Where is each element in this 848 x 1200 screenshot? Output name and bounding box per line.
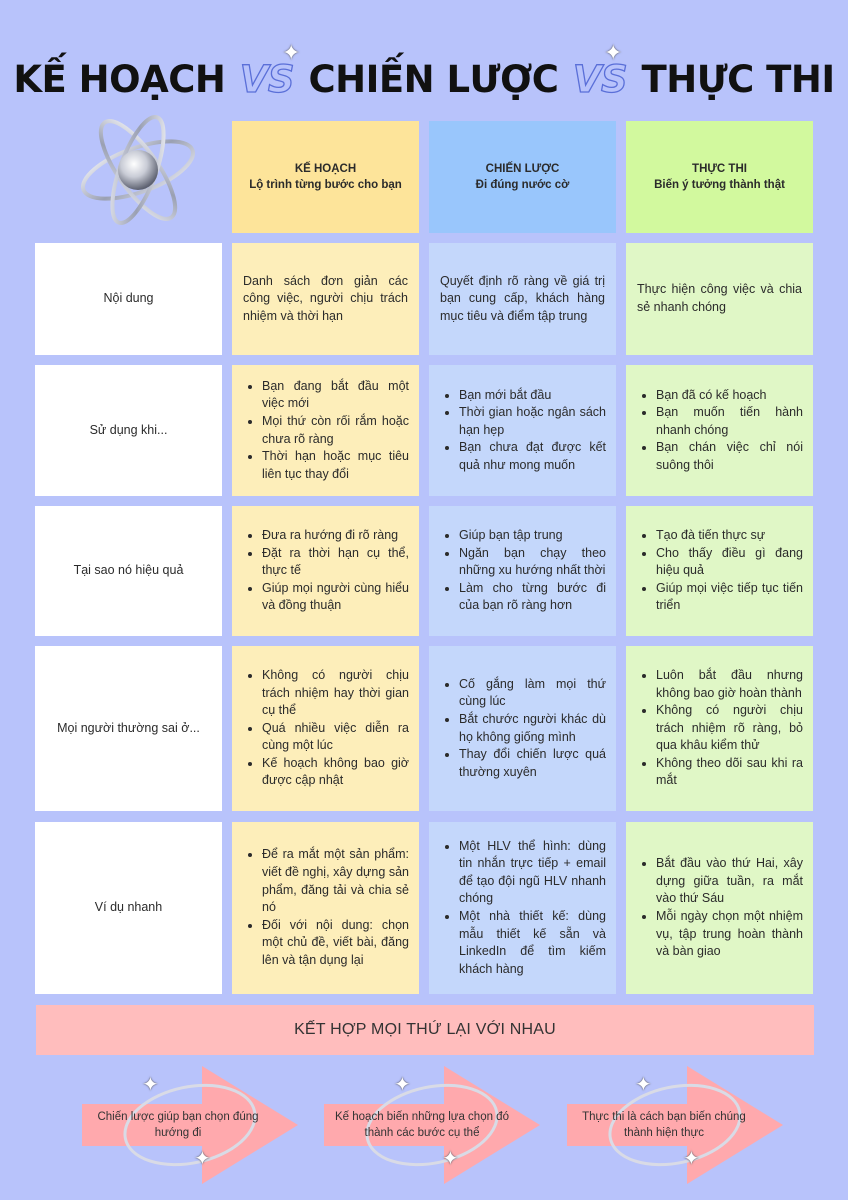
header-strategy [429,121,616,233]
row-label-content [35,243,222,355]
header-execution-subtitle: Biến ý tưởng thành thật [654,179,785,191]
row-label-use-when [35,365,222,496]
row-label-text: Nội dung [103,291,154,306]
list-item: • Bạn đã có kế hoạch [656,387,803,405]
sparkle-icon: ✦ [194,1148,211,1170]
row-label-text: Mọi người thường sai ở... [57,720,200,735]
sparkle-icon: ✦ [604,40,623,65]
sparkle-icon: ✦ [683,1148,700,1170]
cell-plan-examples [232,822,419,994]
list-item: • Mọi thứ còn rối rắm hoặc chưa rõ ràng [262,413,409,448]
list-item: • Một HLV thể hình: dùng tin nhắn trực tiếp + email để tạo đội ngũ HLV nhanh chóng [459,838,606,908]
cell-strategy-use-when [429,365,616,496]
step-text: Thực thi là cách bạn biến chúng thành hiện thực [582,1111,746,1139]
title-strategy: CHIẾN LƯỢC [308,58,559,101]
list-item: • Quá nhiều việc diễn ra cùng một lúc [262,720,409,755]
cell-text: Danh sách đơn giản các công việc, người chịu trách nhiệm và thời hạn [243,273,408,323]
cell-text: Thực hiện công việc và chia sẻ nhanh chóng [637,282,802,314]
step-arrow-plan [324,1066,540,1184]
list-item: • Bạn chưa đạt được kết quả như mong muốn [459,439,606,474]
list-item: • Thời hạn hoặc mục tiêu liên tục thay đổi [262,448,409,483]
row-label-examples [35,822,222,994]
step-text: Chiến lược giúp bạn chọn đúng hướng đi [97,1111,259,1139]
list-item: • Bạn đang bắt đầu một việc mới [262,378,409,413]
list-item: • Thay đổi chiến lược quá thường xuyên [459,746,606,781]
atom-icon [76,108,200,232]
list-item: • Cho thấy điều gì đang hiệu quả [656,545,803,580]
list-item: • Không có người chịu trách nhiệm rõ ràng, bỏ qua khâu kiểm thử [656,702,803,755]
cell-strategy-why [429,506,616,636]
header-strategy-title: CHIẾN LƯỢC [485,163,560,175]
step-text: Kế hoạch biến những lựa chọn đó thành các bước cụ thể [335,1111,509,1139]
header-strategy-subtitle: Đi đúng nước cờ [475,179,570,191]
cell-plan-mistakes [232,646,419,811]
step-arrow-execution [567,1066,783,1184]
list-item: • Không theo dõi sau khi ra mắt [656,755,803,790]
step-arrow-strategy [82,1066,298,1184]
list-item: • Bắt chước người khác dù họ không giống mình [459,711,606,746]
list-item: • Đối với nội dung: chọn một chủ đề, viết bài, đăng lên và tận dụng lại [262,917,409,970]
cell-execution-why [626,506,813,636]
row-label-text: Tại sao nó hiệu quả [73,563,184,578]
cell-strategy-examples [429,822,616,994]
combine-title: KẾT HỢP MỌI THỨ LẠI VỚI NHAU [294,1021,556,1038]
list-item: • Luôn bắt đầu nhưng không bao giờ hoàn thành [656,667,803,702]
list-item: • Bạn chán việc chỉ nói suông thôi [656,439,803,474]
list-item: • Kế hoạch không bao giờ được cập nhật [262,755,409,790]
list-item: • Bạn mới bắt đầu [459,387,606,405]
row-label-mistakes [35,646,222,811]
list-item: • Mỗi ngày chọn một nhiệm vụ, tập trung hoàn thành và bàn giao [656,908,803,961]
title-plan: KẾ HOẠCH [13,58,226,101]
cell-plan-content [232,243,419,355]
header-plan-subtitle: Lộ trình từng bước cho bạn [249,179,402,191]
list-item: • Ngăn bạn chạy theo những xu hướng nhất thời [459,545,606,580]
cell-execution-use-when [626,365,813,496]
cell-strategy-mistakes [429,646,616,811]
sparkle-icon: ✦ [142,1074,159,1096]
header-execution-title: THỰC THI [692,163,747,175]
list-item: • Cố gắng làm mọi thứ cùng lúc [459,676,606,711]
list-item: • Giúp bạn tập trung [459,527,606,545]
combine-banner [36,1005,814,1055]
list-item: • Giúp mọi người cùng hiểu và đồng thuận [262,580,409,615]
cell-plan-use-when [232,365,419,496]
list-item: • Một nhà thiết kế: dùng mẫu thiết kế sẵn và LinkedIn để tìm kiếm khách hàng [459,908,606,978]
list-item: • Làm cho từng bước đi của bạn rõ ràng hơn [459,580,606,615]
cell-execution-content [626,243,813,355]
list-item: • Tạo đà tiến thực sự [656,527,803,545]
list-item: • Giúp mọi việc tiếp tục tiến triển [656,580,803,615]
vs-label: VS [239,58,295,101]
list-item: • Đặt ra thời hạn cụ thể, thực tế [262,545,409,580]
cell-strategy-content [429,243,616,355]
list-item: • Để ra mắt một sản phẩm: viết đề nghị, xây dựng sản phẩm, đăng tải và chia sẻ nó [262,846,409,916]
sparkle-icon: ✦ [282,40,301,65]
title-execution: THỰC THI [641,58,835,101]
header-execution [626,121,813,233]
sparkle-icon: ✦ [635,1074,652,1096]
header-plan-title: KẾ HOẠCH [294,163,357,175]
list-item: • Bạn muốn tiến hành nhanh chóng [656,404,803,439]
row-label-why [35,506,222,636]
row-label-text: Ví dụ nhanh [94,900,163,915]
row-label-text: Sử dụng khi... [89,422,168,437]
vs-label: VS [572,58,628,101]
list-item: • Không có người chịu trách nhiệm hay thời gian cụ thể [262,667,409,720]
cell-text: Quyết định rõ ràng về giá trị bạn cung cấp, khách hàng mục tiêu và điểm tập trung [440,273,605,323]
cell-execution-examples [626,822,813,994]
list-item: • Thời gian hoặc ngân sách hạn hẹp [459,404,606,439]
cell-execution-mistakes [626,646,813,811]
header-plan [232,121,419,233]
sparkle-icon: ✦ [442,1148,459,1170]
page-title [0,58,848,101]
cell-plan-why [232,506,419,636]
sparkle-icon: ✦ [394,1074,411,1096]
list-item: • Đưa ra hướng đi rõ ràng [262,527,409,545]
list-item: • Bắt đầu vào thứ Hai, xây dựng giữa tuần, ra mắt vào thứ Sáu [656,855,803,908]
